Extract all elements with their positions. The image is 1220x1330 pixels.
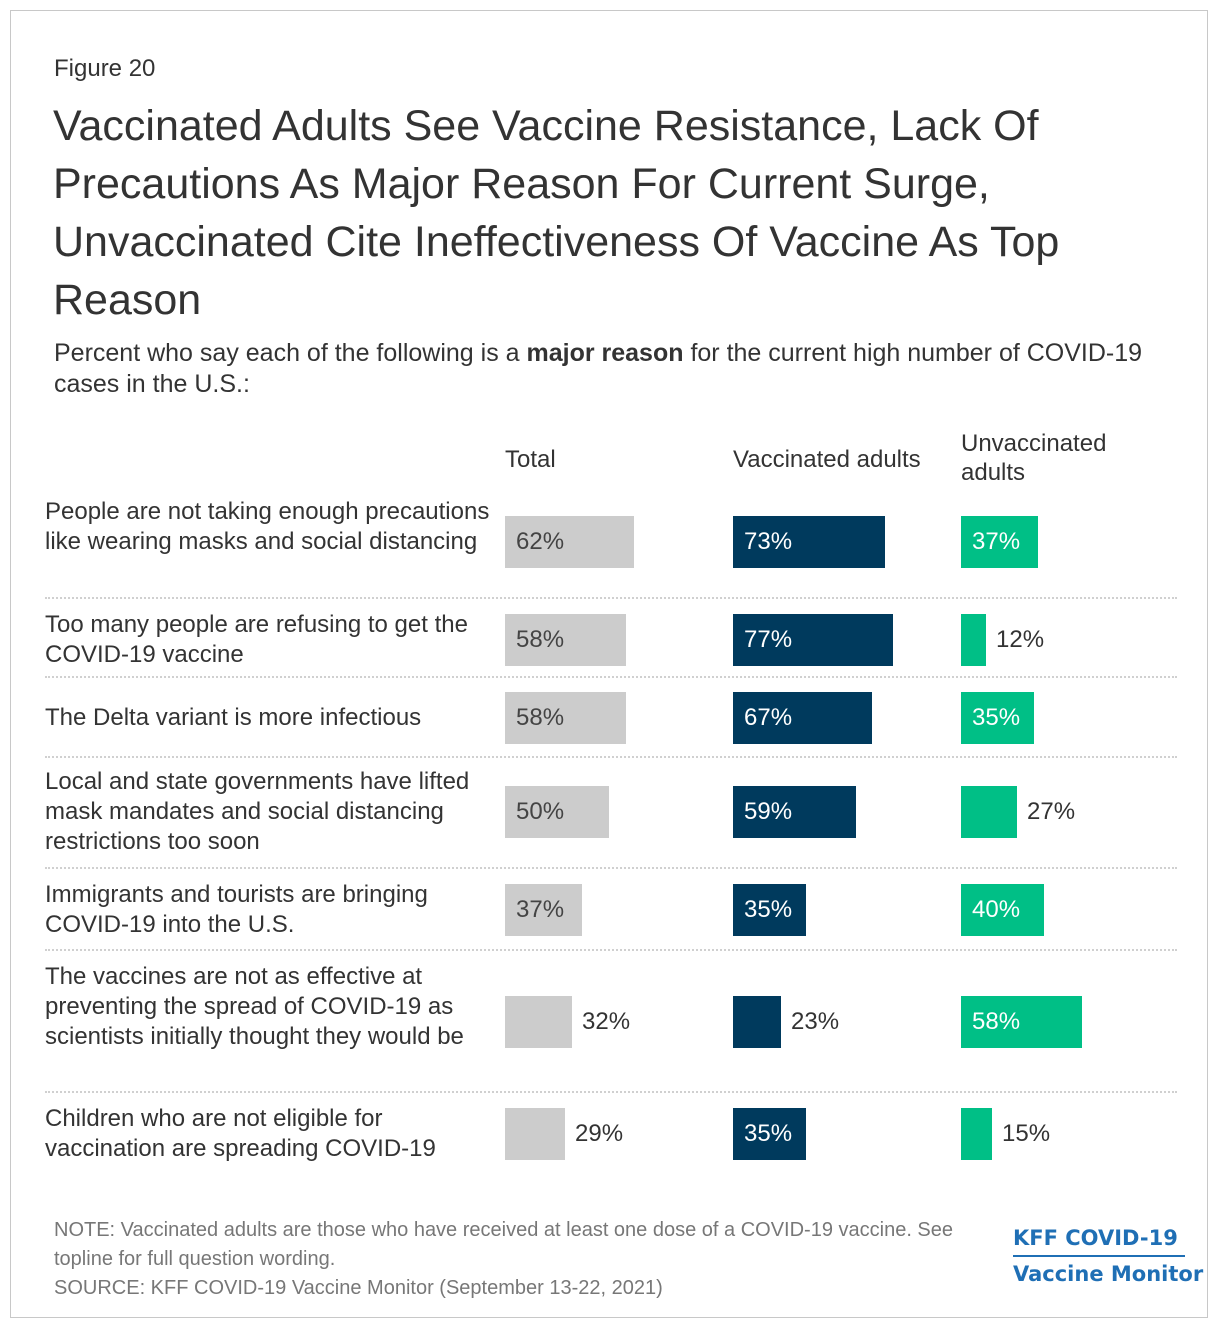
category-label: The vaccines are not as effective at preventing the spread of COVID-19 as scientists initially thought they would be (45, 963, 464, 1050)
category-label: Children who are not eligible for vaccination are spreading COVID-19 (45, 1105, 436, 1162)
bar-unvaccinated (961, 786, 1017, 838)
subtitle-text-end: for the current high number of COVID-19 cases in the U.S.: (54, 339, 1143, 398)
category-label: People are not taking enough precautions like wearing masks and social distancing (45, 498, 490, 555)
column-header-total: Total (505, 446, 556, 473)
kff-logo (1013, 1221, 1203, 1291)
data-label-total: 32% (582, 1008, 631, 1035)
data-label-vaccinated: 67% (744, 704, 793, 731)
row-separator (45, 597, 1177, 599)
bar-vaccinated (733, 996, 781, 1048)
data-label-unvaccinated: 40% (972, 896, 1021, 923)
data-label-unvaccinated: 35% (972, 704, 1021, 731)
row-separator (45, 676, 1177, 678)
row-separator (45, 949, 1177, 951)
data-label-unvaccinated: 15% (1002, 1120, 1051, 1147)
source-text: SOURCE: KFF COVID-19 Vaccine Monitor (September 13-22, 2021) (54, 1277, 663, 1299)
data-label-vaccinated: 23% (791, 1008, 840, 1035)
chart-notes (54, 1216, 954, 1303)
bar-total (505, 1108, 565, 1160)
category-label: Local and state governments have lifted mask mandates and social distancing restrictions too soon (45, 768, 470, 855)
data-label-total: 62% (516, 528, 565, 555)
row-separator (45, 1091, 1177, 1093)
data-label-total: 58% (516, 704, 565, 731)
data-label-total: 58% (516, 626, 565, 653)
column-header-unvaccinated: Unvaccinated adults (961, 430, 1107, 486)
data-label-vaccinated: 59% (744, 798, 793, 825)
row-separator (45, 867, 1177, 869)
data-label-total: 50% (516, 798, 565, 825)
category-label: Immigrants and tourists are bringing COVID-19 into the U.S. (45, 881, 428, 938)
data-label-total: 29% (575, 1120, 624, 1147)
note-text: NOTE: Vaccinated adults are those who have received at least one dose of a COVID-19 vaccine. See topline for full question wording. (54, 1219, 954, 1270)
bar-unvaccinated (961, 1108, 992, 1160)
figure-frame (10, 10, 1208, 1318)
logo-line-1: KFF COVID-19 (1013, 1226, 1178, 1250)
category-label: Too many people are refusing to get the COVID-19 vaccine (45, 611, 468, 668)
figure-label: Figure 20 (54, 55, 156, 82)
subtitle-emphasis: major reason (526, 339, 684, 367)
chart-subtitle (54, 338, 1184, 400)
category-label: The Delta variant is more infectious (45, 704, 422, 731)
logo-line-2: Vaccine Monitor (1013, 1262, 1204, 1286)
data-label-unvaccinated: 27% (1027, 798, 1076, 825)
data-label-unvaccinated: 37% (972, 528, 1021, 555)
data-label-total: 37% (516, 896, 565, 923)
column-header-vaccinated: Vaccinated adults (733, 446, 921, 473)
chart-title: Vaccinated Adults See Vaccine Resistance, Lack Of Precautions As Major Reason For Current Surge, Unvaccinated Cite Ineffectiveness Of Vaccine As Top Reason (53, 102, 1060, 324)
row-separator (45, 756, 1177, 758)
data-label-vaccinated: 35% (744, 896, 793, 923)
data-label-unvaccinated: 58% (972, 1008, 1021, 1035)
data-label-vaccinated: 77% (744, 626, 793, 653)
subtitle-text: Percent who say each of the following is a (54, 339, 527, 367)
bar-unvaccinated (961, 614, 986, 666)
data-label-vaccinated: 35% (744, 1120, 793, 1147)
data-label-vaccinated: 73% (744, 528, 793, 555)
bar-total (505, 996, 572, 1048)
data-label-unvaccinated: 12% (996, 626, 1045, 653)
